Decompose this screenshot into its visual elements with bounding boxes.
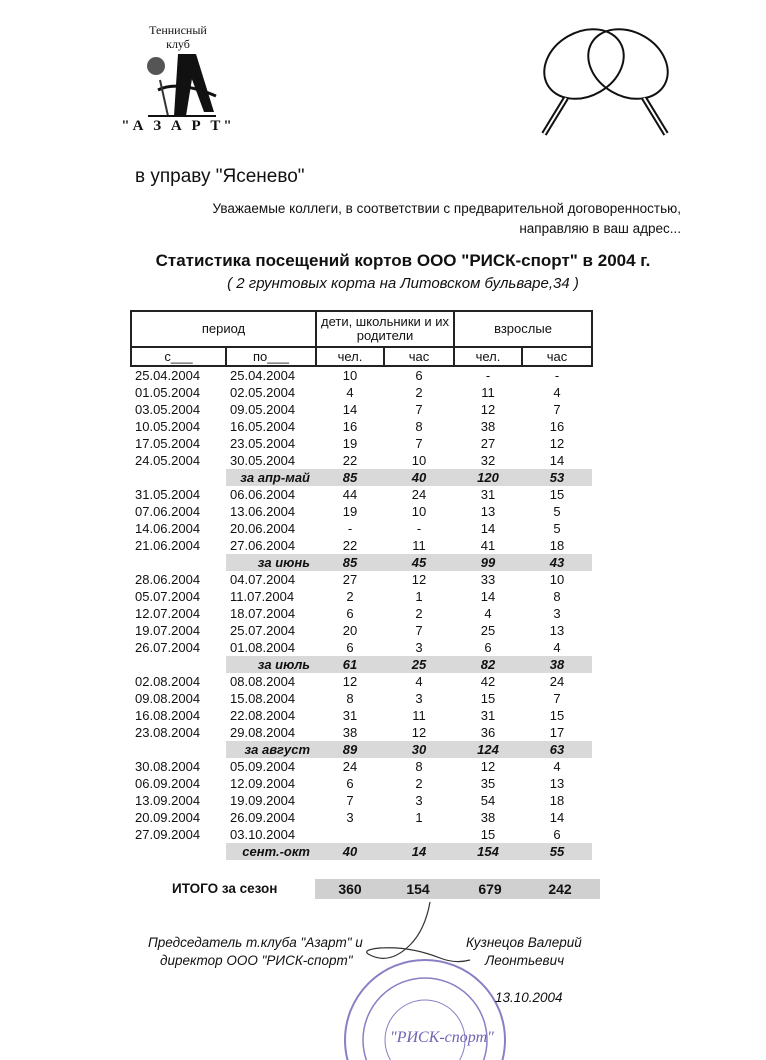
cell-children-hours: 1 xyxy=(415,589,423,604)
table-row xyxy=(131,792,592,809)
cell-adults-people: 120 xyxy=(454,469,522,486)
table-row xyxy=(131,758,592,775)
cell-adults-hours: 13 xyxy=(549,623,565,638)
cell-date-to: 04.07.2004 xyxy=(230,572,296,587)
cell-children-people: 6 xyxy=(346,776,354,791)
total-adults-hours: 242 xyxy=(548,881,572,897)
cell-date-from: 19.07.2004 xyxy=(135,623,201,638)
header-from: с___ xyxy=(131,347,226,366)
cell-date-from: 13.09.2004 xyxy=(135,793,201,808)
cell-children-people: 19 xyxy=(342,436,358,451)
cell-adults-people: 14 xyxy=(480,521,496,536)
table-row xyxy=(131,537,592,554)
cell-children-hours: 4 xyxy=(415,674,423,689)
table-body xyxy=(131,366,592,860)
cell-date-to: 11.07.2004 xyxy=(230,589,295,604)
table-row xyxy=(131,452,592,469)
cell-date-from: 09.08.2004 xyxy=(135,691,201,706)
cell-date-to: 29.08.2004 xyxy=(230,725,296,740)
cell-adults-people: 12 xyxy=(480,402,496,417)
cell-adults-people: 6 xyxy=(484,640,492,655)
table-row xyxy=(131,366,592,384)
header-to: по___ xyxy=(226,347,316,366)
signer-name-line-1: Кузнецов Валерий xyxy=(466,935,582,950)
cell-adults-hours: 14 xyxy=(549,810,565,825)
cell-adults-hours: 4 xyxy=(553,759,561,774)
cell-adults-people: 15 xyxy=(480,691,496,706)
cell-date-to: 09.05.2004 xyxy=(230,402,296,417)
cell-date-to: 22.08.2004 xyxy=(230,708,296,723)
cell-date-to: 30.05.2004 xyxy=(230,453,296,468)
subtotal-row xyxy=(131,741,592,758)
subtotal-row xyxy=(131,843,592,860)
cell-date-from: 17.05.2004 xyxy=(135,436,201,451)
cell-date-from: 21.06.2004 xyxy=(135,538,201,553)
table-row xyxy=(131,775,592,792)
cell-date-to: 20.06.2004 xyxy=(230,521,296,536)
cell-adults-people: 33 xyxy=(480,572,496,587)
club-logo xyxy=(118,22,238,140)
cell-children-people: 20 xyxy=(342,623,358,638)
cell-adults-hours: 63 xyxy=(522,741,592,758)
cell-empty xyxy=(131,656,226,673)
table-row xyxy=(131,486,592,503)
cell-date-to: 26.09.2004 xyxy=(230,810,296,825)
cell-date-to: 06.06.2004 xyxy=(230,487,296,502)
cell-children-people: 4 xyxy=(346,385,354,400)
cell-adults-hours: 24 xyxy=(549,674,565,689)
cell-adults-people: 54 xyxy=(480,793,496,808)
logo-line-1: Теннисный xyxy=(149,23,207,37)
table-row xyxy=(131,435,592,452)
cell-children-people: 22 xyxy=(342,453,358,468)
season-total-row xyxy=(130,879,610,901)
cell-children-people: 12 xyxy=(342,674,358,689)
table-row xyxy=(131,639,592,656)
table-row xyxy=(131,418,592,435)
total-children-hours: 154 xyxy=(406,881,430,897)
cell-children-hours: 3 xyxy=(415,640,423,655)
cell-children-hours: 8 xyxy=(415,759,423,774)
cell-children-people: 89 xyxy=(316,741,384,758)
cell-date-from: 23.08.2004 xyxy=(135,725,201,740)
cell-adults-people: 154 xyxy=(454,843,522,860)
cell-children-hours: 40 xyxy=(384,469,454,486)
cell-children-people: 10 xyxy=(342,368,358,383)
header-adults: взрослые xyxy=(454,311,592,347)
cell-date-to: 01.08.2004 xyxy=(230,640,296,655)
cell-adults-hours: 38 xyxy=(522,656,592,673)
cell-date-from: 28.06.2004 xyxy=(135,572,201,587)
cell-adults-hours: 3 xyxy=(553,606,561,621)
cell-date-to: 13.06.2004 xyxy=(230,504,296,519)
signer-position-line-1: Председатель т.клуба "Азарт" и xyxy=(148,935,363,950)
signature-date: 13.10.2004 xyxy=(495,990,563,1005)
cell-adults-people: 4 xyxy=(484,606,492,621)
cell-date-from: 25.04.2004 xyxy=(135,368,201,383)
cell-children-hours: - xyxy=(416,521,422,536)
cell-date-to: 18.07.2004 xyxy=(230,606,296,621)
cell-children-people: 16 xyxy=(342,419,358,434)
document-title: Статистика посещений кортов ООО "РИСК-спорт" в 2004 г. xyxy=(155,251,651,270)
cell-adults-hours: 4 xyxy=(553,640,561,655)
cell-adults-hours: 55 xyxy=(522,843,592,860)
cell-empty xyxy=(131,741,226,758)
cell-adults-hours: 8 xyxy=(553,589,561,604)
cell-date-to: 03.10.2004 xyxy=(230,827,296,842)
cell-children-people: 7 xyxy=(346,793,354,808)
cell-children-people: 85 xyxy=(316,469,384,486)
table-row xyxy=(131,622,592,639)
cell-adults-hours: 10 xyxy=(549,572,565,587)
logo-club-name: "А З А Р Т" xyxy=(121,118,235,134)
cell-children-people: 27 xyxy=(342,572,358,587)
subtotal-row xyxy=(131,656,592,673)
subtotal-label: за август xyxy=(226,741,316,758)
cell-children-people: 38 xyxy=(342,725,358,740)
cell-date-from: 07.06.2004 xyxy=(135,504,201,519)
cell-date-to: 27.06.2004 xyxy=(230,538,296,553)
header-children-hours: час xyxy=(384,347,454,366)
cell-adults-hours: 7 xyxy=(553,402,561,417)
cell-children-people: 8 xyxy=(346,691,354,706)
cell-children-people: 22 xyxy=(342,538,358,553)
cell-children-people: 19 xyxy=(342,504,358,519)
table-row xyxy=(131,401,592,418)
tennis-player-logo-icon xyxy=(138,50,218,120)
cell-date-to: 15.08.2004 xyxy=(230,691,296,706)
cell-adults-people: 12 xyxy=(480,759,496,774)
table-row xyxy=(131,673,592,690)
table-row xyxy=(131,809,592,826)
cell-children-hours: 2 xyxy=(415,776,423,791)
stamp-center-text: "РИСК-спорт" xyxy=(390,1029,494,1046)
cell-children-hours: 3 xyxy=(415,793,423,808)
cell-children-hours: 2 xyxy=(415,385,423,400)
cell-children-hours: 45 xyxy=(384,554,454,571)
cell-adults-hours: 43 xyxy=(522,554,592,571)
cell-adults-hours: 53 xyxy=(522,469,592,486)
attendance-table xyxy=(130,310,593,860)
cell-adults-hours: 5 xyxy=(553,521,561,536)
cell-adults-people: 11 xyxy=(481,385,495,400)
cell-children-people: 6 xyxy=(346,640,354,655)
table-row xyxy=(131,520,592,537)
cell-children-hours xyxy=(384,826,454,843)
cell-children-hours: 11 xyxy=(412,708,426,723)
logo-line-2: клуб xyxy=(166,37,190,51)
cell-children-people: 2 xyxy=(346,589,354,604)
cell-date-to: 08.08.2004 xyxy=(230,674,296,689)
cell-date-to: 25.07.2004 xyxy=(230,623,296,638)
cell-adults-hours: 7 xyxy=(553,691,561,706)
signer-name-line-2: Леонтьевич xyxy=(485,953,565,968)
cell-children-hours: 2 xyxy=(415,606,423,621)
cell-children-people: 44 xyxy=(342,487,358,502)
document-subtitle: ( 2 грунтовых корта на Литовском бульваре,34 ) xyxy=(227,275,579,292)
cell-date-to: 23.05.2004 xyxy=(230,436,296,451)
cell-date-from: 27.09.2004 xyxy=(135,827,201,842)
cell-children-people: 14 xyxy=(342,402,358,417)
cell-date-from: 03.05.2004 xyxy=(135,402,201,417)
cell-date-from: 14.06.2004 xyxy=(135,521,201,536)
cell-adults-hours: 15 xyxy=(549,487,565,502)
subtotal-label: сент.-окт xyxy=(226,843,316,860)
cell-adults-hours: 16 xyxy=(549,419,565,434)
cell-adults-people: 25 xyxy=(480,623,496,638)
cell-adults-people: 35 xyxy=(480,776,496,791)
header-adults-people: чел. xyxy=(454,347,522,366)
subtotal-label: за июль xyxy=(226,656,316,673)
cell-adults-hours: 18 xyxy=(549,793,565,808)
cell-adults-people: 36 xyxy=(480,725,496,740)
cell-adults-hours: 14 xyxy=(549,453,565,468)
cell-adults-people: 32 xyxy=(480,453,496,468)
cell-children-hours: 7 xyxy=(415,623,423,638)
cell-children-people xyxy=(316,826,384,843)
header-period: период xyxy=(131,311,316,347)
cell-adults-hours: 5 xyxy=(553,504,561,519)
header-children: дети, школьники и их родители xyxy=(316,311,454,347)
cell-children-hours: 12 xyxy=(411,572,427,587)
intro-line-2: направляю в ваш адрес... xyxy=(519,221,681,236)
cell-date-to: 12.09.2004 xyxy=(230,776,296,791)
cell-children-hours: 25 xyxy=(384,656,454,673)
table-row xyxy=(131,724,592,741)
cell-children-people: 85 xyxy=(316,554,384,571)
cell-date-to: 25.04.2004 xyxy=(230,368,296,383)
cell-children-people: - xyxy=(347,521,353,536)
cell-children-hours: 1 xyxy=(415,810,423,825)
cell-date-from: 02.08.2004 xyxy=(135,674,201,689)
cell-adults-people: 41 xyxy=(480,538,496,553)
season-total-label: ИТОГО за сезон xyxy=(172,881,278,896)
cell-date-from: 12.07.2004 xyxy=(135,606,201,621)
cell-date-to: 02.05.2004 xyxy=(230,385,296,400)
cell-adults-people: 13 xyxy=(480,504,496,519)
addressee: в управу "Ясенево" xyxy=(135,166,305,187)
cell-date-from: 20.09.2004 xyxy=(135,810,201,825)
header-adults-hours: час xyxy=(522,347,592,366)
cell-date-to: 05.09.2004 xyxy=(230,759,296,774)
cell-children-hours: 7 xyxy=(415,402,423,417)
table-row xyxy=(131,384,592,401)
table-row xyxy=(131,690,592,707)
table-row xyxy=(131,588,592,605)
cell-date-from: 31.05.2004 xyxy=(135,487,201,502)
cell-children-people: 3 xyxy=(346,810,354,825)
total-adults-people: 679 xyxy=(478,881,502,897)
cell-children-people: 6 xyxy=(346,606,354,621)
cell-children-hours: 10 xyxy=(411,453,427,468)
cell-date-from: 06.09.2004 xyxy=(135,776,201,791)
cell-adults-people: 27 xyxy=(480,436,496,451)
cell-adults-hours: 4 xyxy=(553,385,561,400)
subtotal-row xyxy=(131,554,592,571)
cell-adults-hours: 17 xyxy=(549,725,565,740)
tennis-rackets-icon xyxy=(536,22,676,142)
season-total-bar xyxy=(315,879,600,899)
cell-adults-hours: 15 xyxy=(549,708,565,723)
signer-position-line-2: директор ООО "РИСК-спорт" xyxy=(160,953,353,968)
table-row xyxy=(131,571,592,588)
cell-adults-people: 38 xyxy=(480,810,496,825)
cell-date-from: 01.05.2004 xyxy=(135,385,201,400)
cell-children-people: 31 xyxy=(342,708,358,723)
table-row xyxy=(131,707,592,724)
cell-date-to: 16.05.2004 xyxy=(230,419,296,434)
cell-adults-hours: 6 xyxy=(553,827,561,842)
cell-children-hours: 6 xyxy=(415,368,423,383)
cell-date-to: 19.09.2004 xyxy=(230,793,296,808)
cell-children-hours: 11 xyxy=(412,538,426,553)
header-children-people: чел. xyxy=(316,347,384,366)
cell-adults-people: 14 xyxy=(480,589,496,604)
cell-adults-hours: - xyxy=(554,368,560,383)
cell-adults-people: 15 xyxy=(480,827,496,842)
subtotal-label: за июнь xyxy=(226,554,316,571)
cell-empty xyxy=(131,554,226,571)
cell-adults-people: 31 xyxy=(480,487,496,502)
cell-date-from: 26.07.2004 xyxy=(135,640,201,655)
table-row xyxy=(131,826,592,843)
cell-children-people: 61 xyxy=(316,656,384,673)
subtotal-label: за апр-май xyxy=(226,469,316,486)
cell-adults-hours: 13 xyxy=(549,776,565,791)
subtotal-row xyxy=(131,469,592,486)
total-children-people: 360 xyxy=(338,881,362,897)
cell-adults-people: 31 xyxy=(480,708,496,723)
cell-date-from: 05.07.2004 xyxy=(135,589,201,604)
cell-children-hours: 10 xyxy=(411,504,427,519)
cell-adults-people: 99 xyxy=(454,554,522,571)
cell-adults-people: 124 xyxy=(454,741,522,758)
cell-adults-people: - xyxy=(485,368,491,383)
cell-children-hours: 7 xyxy=(415,436,423,451)
cell-empty xyxy=(131,843,226,860)
cell-children-hours: 3 xyxy=(415,691,423,706)
cell-children-hours: 24 xyxy=(411,487,427,502)
cell-date-from: 10.05.2004 xyxy=(135,419,201,434)
cell-adults-people: 38 xyxy=(480,419,496,434)
cell-children-people: 40 xyxy=(316,843,384,860)
cell-children-hours: 30 xyxy=(384,741,454,758)
table-row xyxy=(131,503,592,520)
intro-line-1: Уважаемые коллеги, в соответствии с предварительной договоренностью, xyxy=(212,201,681,216)
cell-children-hours: 14 xyxy=(384,843,454,860)
cell-adults-people: 82 xyxy=(454,656,522,673)
cell-children-people: 24 xyxy=(342,759,358,774)
cell-children-hours: 8 xyxy=(415,419,423,434)
cell-date-from: 30.08.2004 xyxy=(135,759,201,774)
cell-adults-hours: 18 xyxy=(549,538,565,553)
table-row xyxy=(131,605,592,622)
cell-date-from: 16.08.2004 xyxy=(135,708,201,723)
cell-date-from: 24.05.2004 xyxy=(135,453,201,468)
cell-adults-hours: 12 xyxy=(549,436,565,451)
cell-adults-people: 42 xyxy=(480,674,496,689)
cell-empty xyxy=(131,469,226,486)
cell-children-hours: 12 xyxy=(411,725,427,740)
